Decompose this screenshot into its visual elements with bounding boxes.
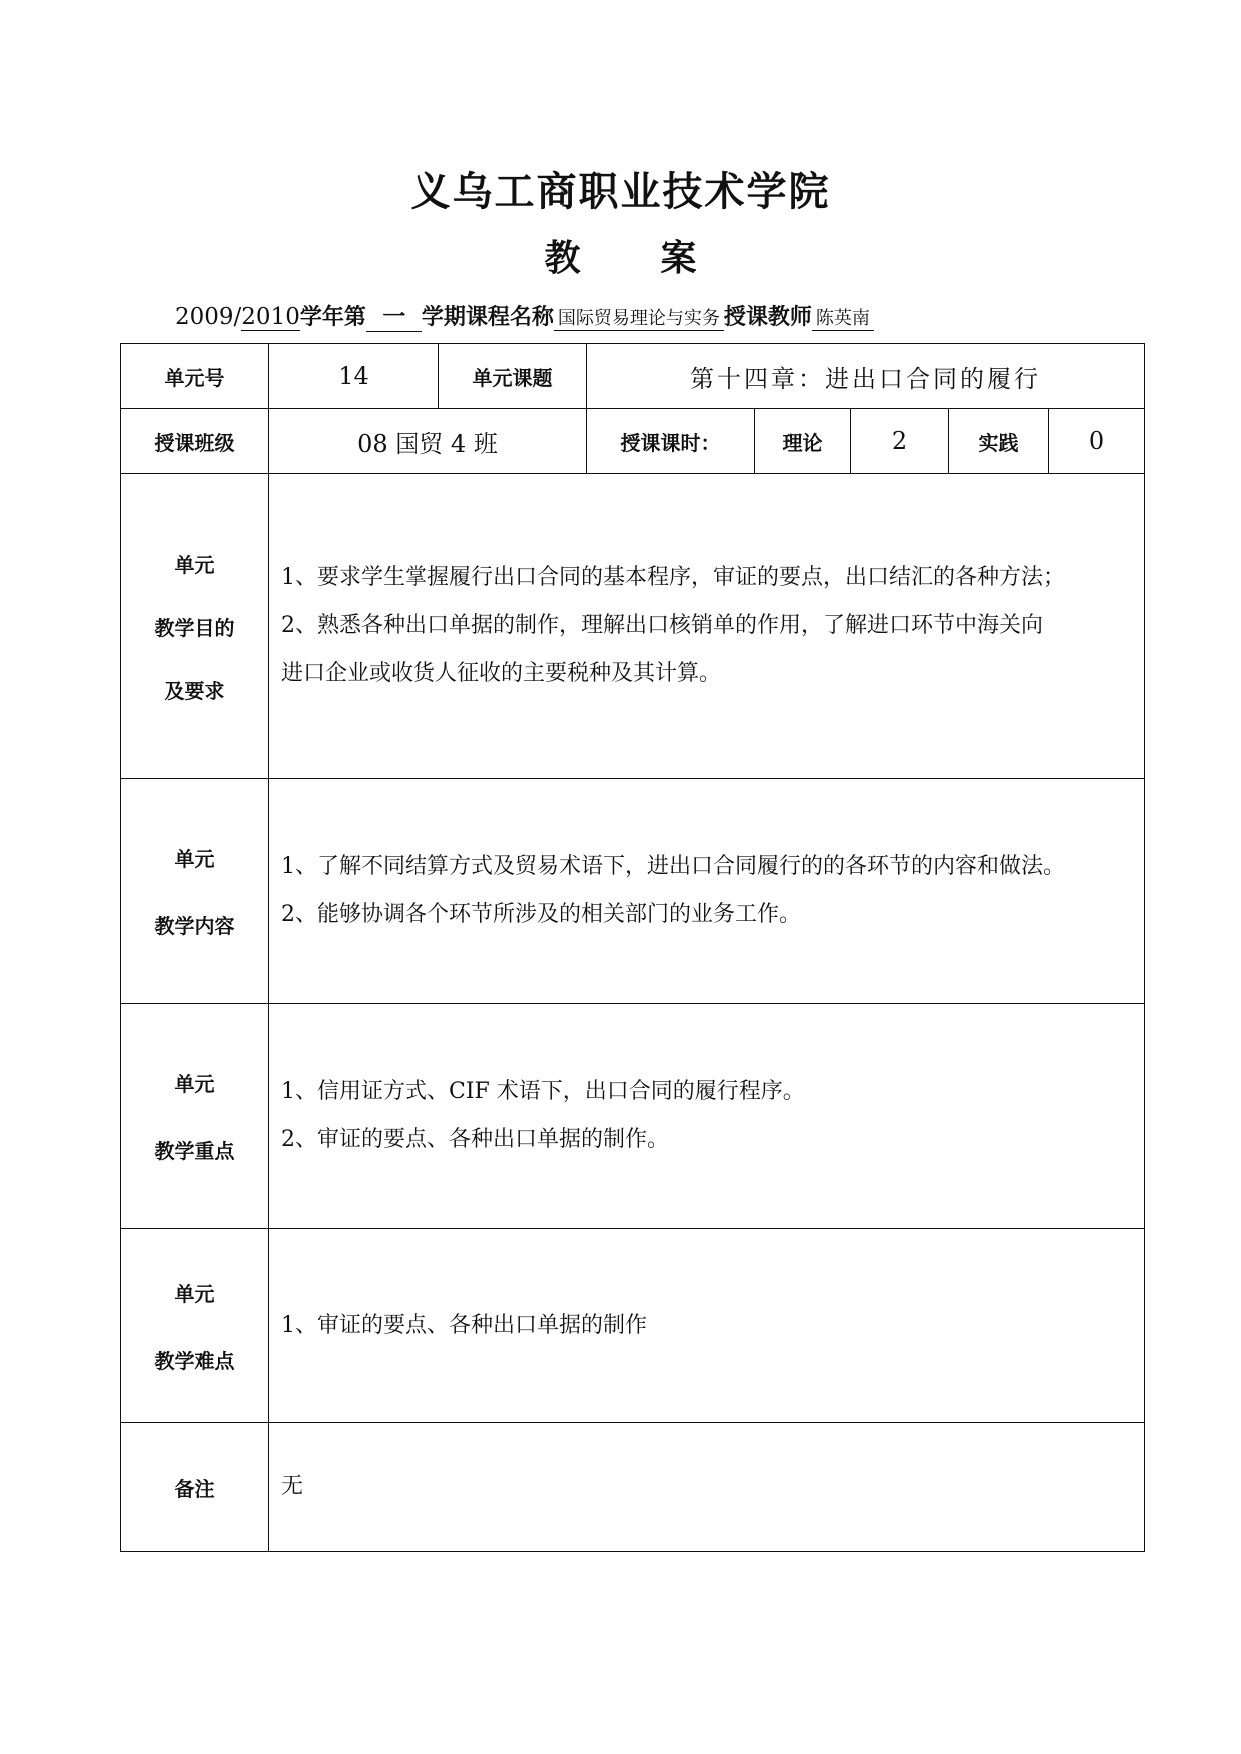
institution-title: 义乌工商职业技术学院 [410,169,831,215]
remarks-content-cell [269,1423,1145,1552]
row-objectives [121,474,1145,779]
unit-topic-label: 单元课题 [439,344,587,409]
objectives-label-line-1: 单元 [174,552,215,577]
content-text [269,843,1144,939]
objectives-label-line-3: 及要求 [164,678,225,703]
unit-topic-value: 第十四章：进出口合同的履行 [587,344,1145,409]
label-term-course: 学期课程名称 [421,305,554,330]
year-start: 2009 [175,304,234,330]
class-label: 授课班级 [121,409,269,474]
content-line: 2、能够协调各个环节所涉及的相关部门的业务工作。 [281,902,801,927]
content-label-line-2: 教学内容 [154,914,235,938]
lesson-plan-table [120,343,1145,1552]
row-unit [121,344,1145,409]
term-value: 一 [366,298,422,332]
objectives-label-line-2: 教学目的 [154,615,235,640]
document-type-title [0,230,1241,281]
key-points-label [121,1068,268,1164]
difficulties-line: 1、审证的要点、各种出口单据的制作 [281,1312,647,1338]
content-line: 1、了解不同结算方式及贸易术语下，进出口合同履行的的各环节的内容和做法。 [281,854,1065,879]
remarks-label: 备注 [121,1423,269,1552]
difficulties-content-cell [269,1229,1145,1423]
key-points-content-cell [269,1004,1145,1229]
row-class [121,409,1145,474]
unit-number-label: 单元号 [121,344,269,409]
row-difficulties [121,1229,1145,1423]
difficulties-label-line-2: 教学难点 [154,1348,235,1373]
key-points-line: 2、审证的要点、各种出口单据的制作。 [281,1127,669,1152]
year-separator: / [233,304,242,330]
remarks-value: 无 [281,1474,304,1499]
theory-hours-value: 2 [851,409,949,474]
row-content [121,779,1145,1004]
unit-number-value: 14 [269,344,439,409]
difficulties-label-cell [121,1229,269,1423]
objectives-label-cell [121,474,269,779]
difficulties-text [269,1302,1144,1350]
hours-label: 授课课时： [587,409,755,474]
content-content-cell [269,779,1145,1004]
objectives-text [269,554,1144,698]
class-value: 08 国贸 4 班 [269,409,587,474]
doc-type-char-2: 案 [660,238,697,279]
row-remarks [121,1423,1145,1552]
course-name: 国际贸易理论与实务 [554,304,724,331]
year-end: 2010 [241,304,300,330]
objectives-line: 2、熟悉各种出口单据的制作，理解出口核销单的作用，了解进口环节中海关向 [281,613,1043,638]
objectives-line: 进口企业或收货人征收的主要税种及其计算。 [281,661,722,686]
doc-type-char-1: 教 [544,238,581,279]
theory-label: 理论 [755,409,851,474]
difficulties-label-line-1: 单元 [174,1281,215,1306]
objectives-label [121,549,268,704]
key-points-label-line-2: 教学重点 [154,1139,235,1163]
practice-label: 实践 [949,409,1049,474]
label-school-year: 学年第 [299,305,366,330]
objectives-line: 1、要求学生掌握履行出口合同的基本程序，审证的要点，出口结汇的各种方法； [281,565,1065,590]
key-points-text [269,1068,1144,1164]
content-label-cell [121,779,269,1004]
teacher-name: 陈英南 [812,304,874,331]
label-teacher: 授课教师 [723,305,812,330]
content-label-line-1: 单元 [174,847,215,871]
objectives-content-cell [269,474,1145,779]
practice-hours-value: 0 [1049,409,1145,474]
course-info-line [175,298,874,332]
difficulties-label [121,1278,268,1374]
key-points-label-cell [121,1004,269,1229]
content-label [121,843,268,939]
key-points-label-line-1: 单元 [174,1072,215,1096]
row-key-points [121,1004,1145,1229]
key-points-line: 1、信用证方式、CIF 术语下，出口合同的履行程序。 [281,1079,805,1104]
